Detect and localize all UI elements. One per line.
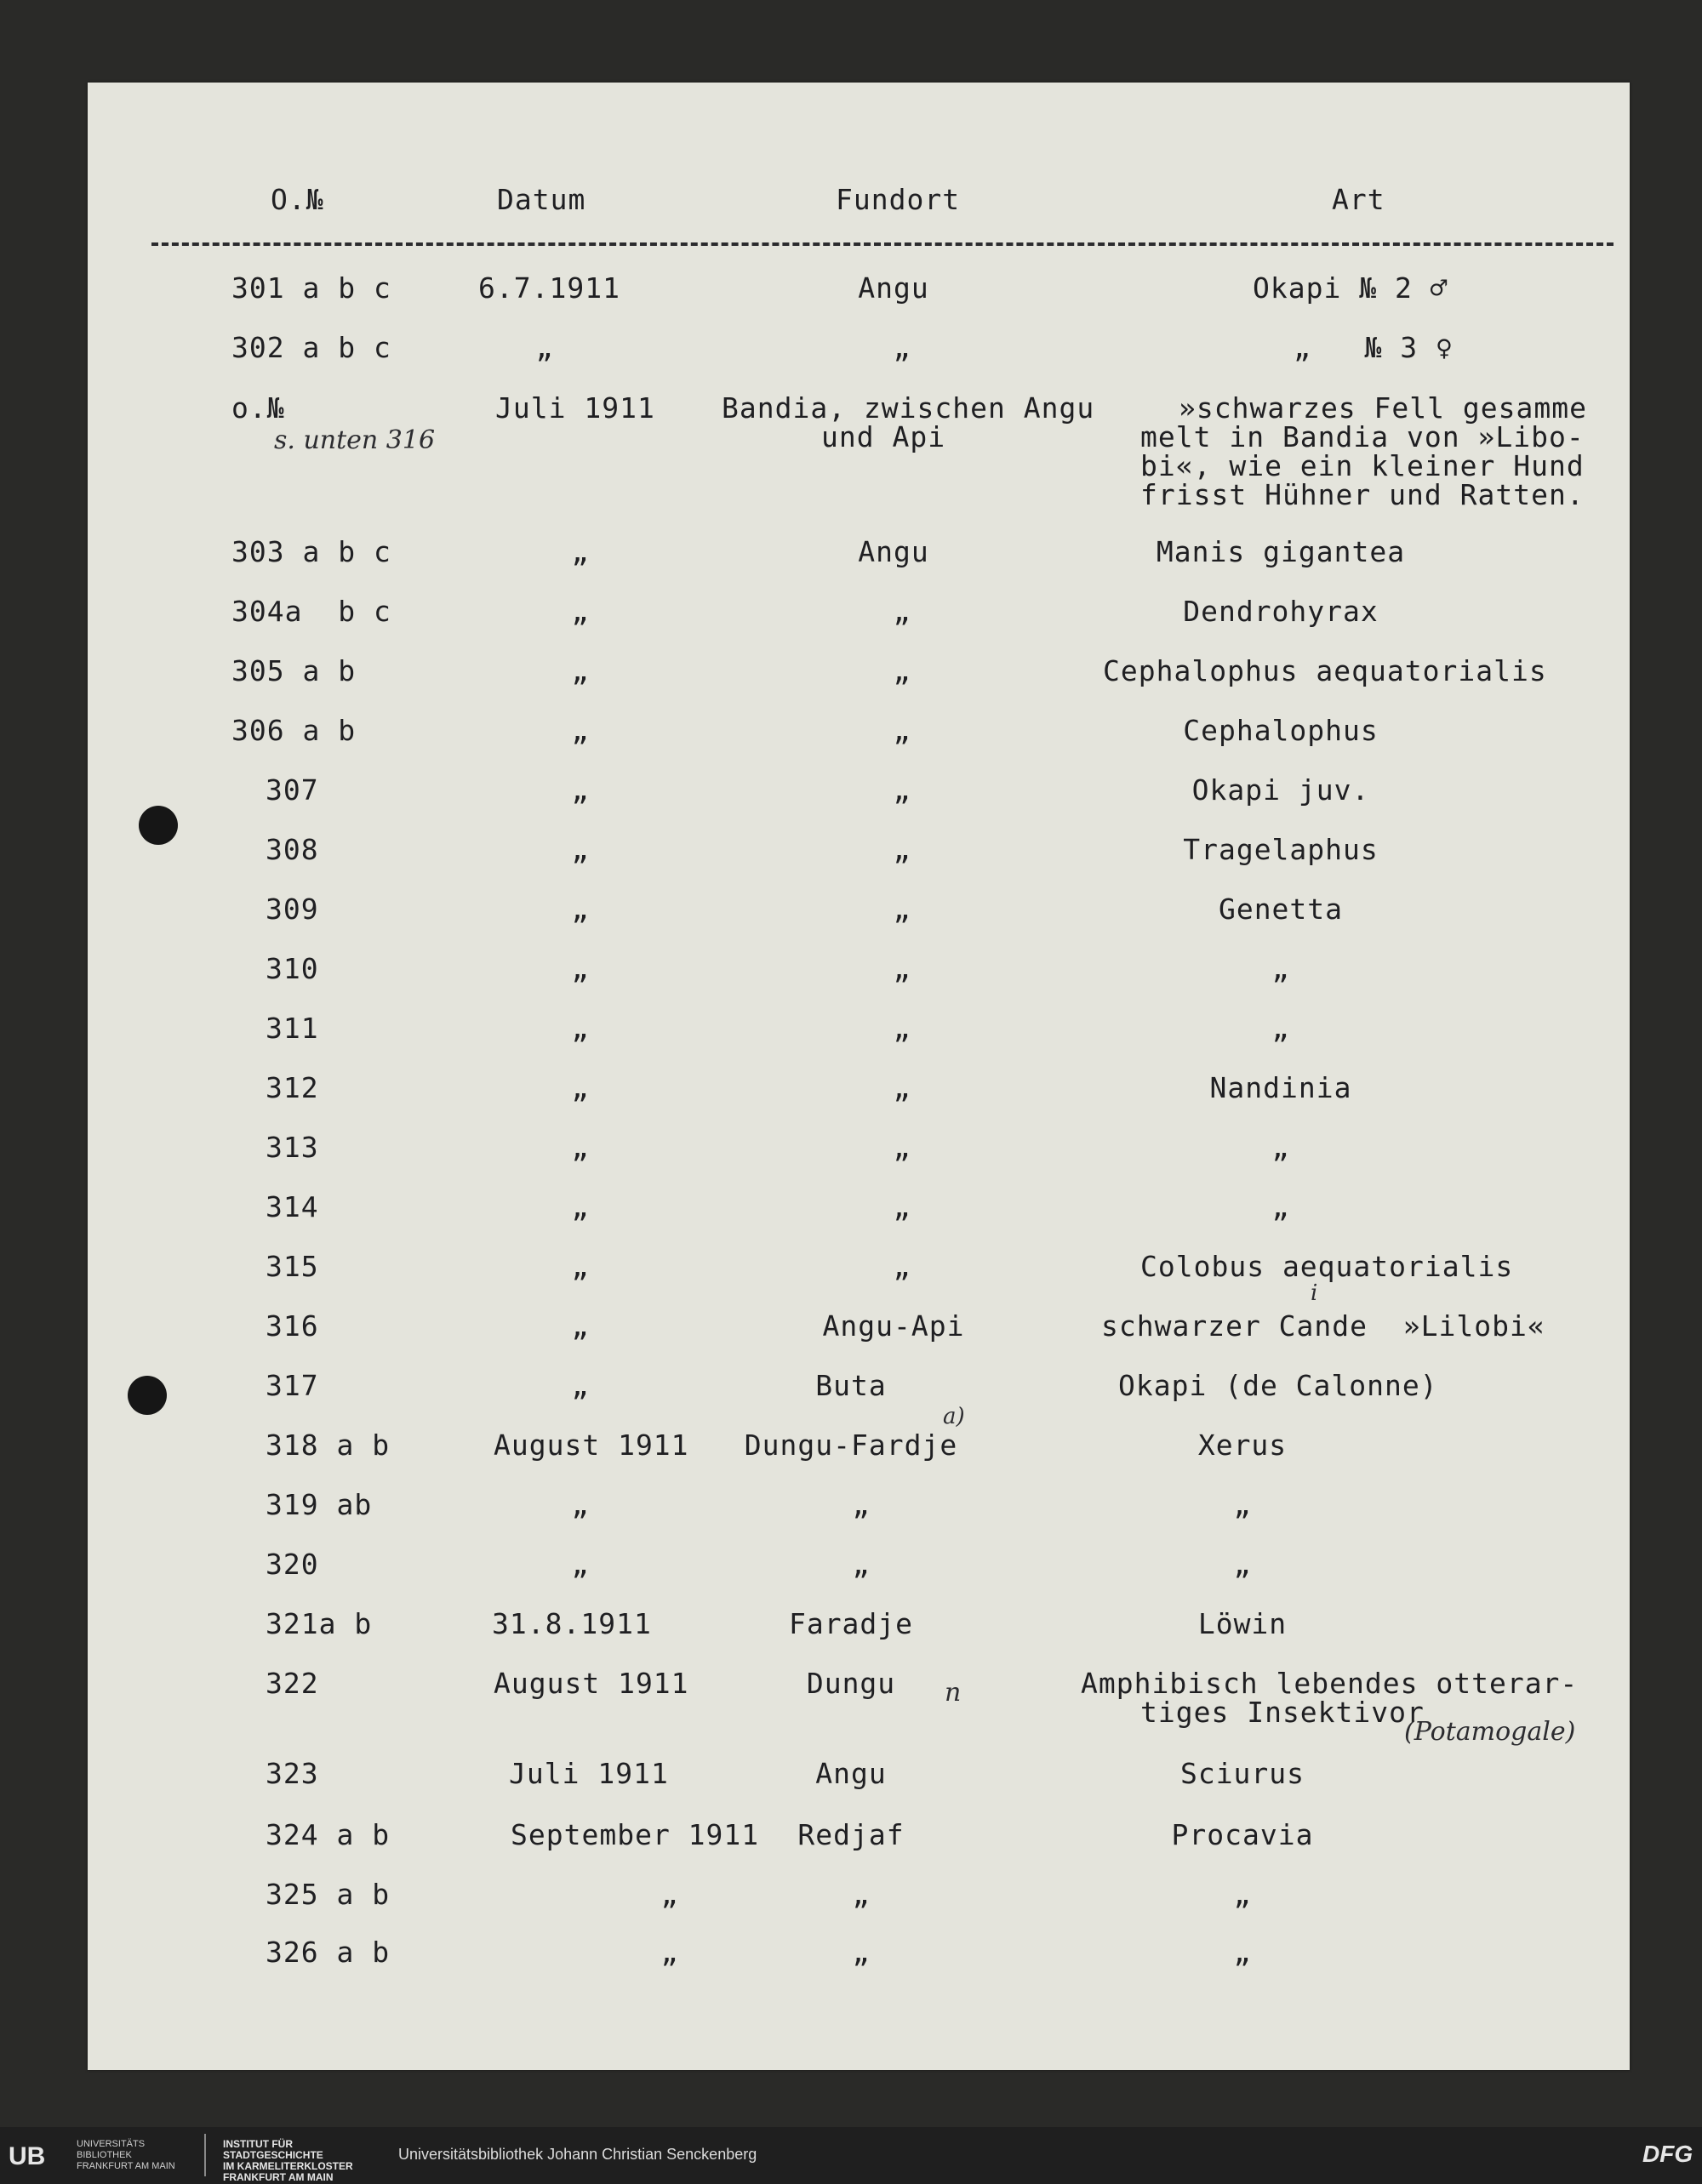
row-species: „ № 3 ♀ [1294, 331, 1454, 364]
row-location: Angu [858, 271, 929, 305]
row-number: 305 a b [231, 654, 357, 687]
row-location-ditto: „ [893, 654, 911, 687]
row-location: Angu [815, 1757, 887, 1790]
row-date-ditto: „ [571, 1250, 590, 1283]
row-location: und Api [821, 420, 946, 453]
footer-divider [204, 2134, 206, 2176]
row-date-ditto: „ [571, 773, 590, 807]
row-species: Amphibisch lebendes otterar- [1081, 1667, 1579, 1700]
row-location-ditto: „ [893, 833, 911, 866]
row-species: „ [1233, 1488, 1252, 1521]
row-location: Angu [858, 535, 929, 568]
row-species: Cephalophus [1183, 714, 1379, 747]
row-location-ditto: „ [893, 714, 911, 747]
row-date-ditto: „ [571, 833, 590, 866]
row-number: 309 [266, 892, 319, 926]
row-location-ditto: „ [852, 1936, 871, 1969]
row-number: 326 a b [266, 1936, 391, 1969]
row-number: 316 [266, 1309, 319, 1343]
row-date-ditto: „ [571, 1369, 590, 1402]
row-species: schwarzer Cande »Lilobi« [1101, 1309, 1545, 1343]
row-species: „ [1271, 1012, 1290, 1045]
row-number: 315 [266, 1250, 319, 1283]
row-date-ditto: „ [571, 1012, 590, 1045]
row-location: Angu-Api [822, 1309, 965, 1343]
punch-hole [128, 1376, 167, 1415]
row-species: frisst Hühner und Ratten. [1140, 478, 1585, 511]
punch-hole [139, 806, 178, 845]
row-species: Okapi № 2 ♂ [1253, 271, 1448, 305]
handwritten-insert: i [1311, 1280, 1318, 1306]
footer-bar [0, 2127, 1702, 2184]
row-date-ditto: „ [571, 1071, 590, 1104]
header-col-number: O.№ [271, 183, 324, 216]
row-date-ditto: „ [571, 1190, 590, 1223]
ub-logo: UB [9, 2142, 46, 2170]
row-number: 308 [266, 833, 319, 866]
row-species: Okapi juv. [1191, 773, 1370, 807]
row-species: Manis gigantea [1156, 535, 1406, 568]
row-date-ditto: „ [571, 952, 590, 985]
row-location-ditto: „ [893, 952, 911, 985]
row-date-ditto: „ [571, 535, 590, 568]
row-species: „ [1233, 1878, 1252, 1911]
header-col-species: Art [1332, 183, 1385, 216]
row-species: „ [1271, 1190, 1290, 1223]
row-number: 312 [266, 1071, 319, 1104]
row-species: tiges Insektivor [1140, 1696, 1425, 1729]
row-number: o.№ [231, 391, 285, 425]
row-location-ditto: „ [893, 595, 911, 628]
row-species: Procavia [1171, 1818, 1314, 1851]
row-location: Faradje [788, 1607, 914, 1640]
row-location: Bandia, zwischen Angu [722, 391, 1095, 425]
row-date: 31.8.1911 [492, 1607, 652, 1640]
row-date-ditto: „ [571, 1131, 590, 1164]
row-species: „ [1233, 1548, 1252, 1581]
handwritten-insert: a) [943, 1404, 965, 1429]
row-location-ditto: „ [852, 1488, 871, 1521]
row-location-ditto: „ [893, 331, 911, 364]
row-species: Colobus aequatorialis [1140, 1250, 1514, 1283]
ub-logo-text: UNIVERSITÄTS BIBLIOTHEK FRANKFURT AM MAIN [77, 2139, 175, 2171]
row-location-ditto: „ [852, 1548, 871, 1581]
row-number: 314 [266, 1190, 319, 1223]
row-date-ditto: „ [660, 1936, 679, 1969]
row-number: 317 [266, 1369, 319, 1402]
row-number: 306 a b [231, 714, 357, 747]
row-species: Genetta [1218, 892, 1344, 926]
row-number: 310 [266, 952, 319, 985]
row-date: August 1911 [494, 1428, 689, 1462]
row-species: Dendrohyrax [1183, 595, 1379, 628]
row-number: 319 ab [266, 1488, 373, 1521]
row-location-ditto: „ [893, 1071, 911, 1104]
row-species: Sciurus [1179, 1757, 1305, 1790]
row-location: Dungu-Fardje [744, 1428, 958, 1462]
row-date-ditto: „ [535, 331, 554, 364]
handwritten-correction: n [945, 1678, 962, 1708]
row-date: Juli 1911 [495, 391, 655, 425]
row-number: 304a b c [231, 595, 391, 628]
row-date-ditto: „ [571, 595, 590, 628]
row-location-ditto: „ [893, 773, 911, 807]
row-date: Juli 1911 [509, 1757, 669, 1790]
row-date: 6.7.1911 [478, 271, 620, 305]
library-name: Universitätsbibliothek Johann Christian Senckenberg [398, 2146, 757, 2163]
row-location: Redjaf [797, 1818, 905, 1851]
row-location: Buta [815, 1369, 887, 1402]
row-species: Löwin [1197, 1607, 1288, 1640]
row-number: 325 a b [266, 1878, 391, 1911]
row-number: 313 [266, 1131, 319, 1164]
row-date-ditto: „ [571, 714, 590, 747]
row-number: 318 a b [266, 1428, 391, 1462]
row-number: 301 a b c [231, 271, 391, 305]
header-divider [151, 242, 1613, 246]
row-number: 311 [266, 1012, 319, 1045]
row-species: bi«, wie ein kleiner Hund [1140, 449, 1585, 482]
row-location-ditto: „ [893, 1190, 911, 1223]
dfg-logo: DFG [1642, 2141, 1693, 2167]
row-location-ditto: „ [893, 1012, 911, 1045]
row-number: 323 [266, 1757, 319, 1790]
isg-logo-text: INSTITUT FÜR STADTGESCHICHTE IM KARMELITERKLOSTER FRANKFURT AM MAIN [223, 2138, 353, 2183]
row-date-ditto: „ [571, 654, 590, 687]
row-date-ditto: „ [571, 1309, 590, 1343]
row-date: August 1911 [494, 1667, 689, 1700]
row-number: 320 [266, 1548, 319, 1581]
header-col-date: Datum [497, 183, 586, 216]
row-species: „ [1271, 952, 1290, 985]
row-species: Nandinia [1209, 1071, 1352, 1104]
row-species: Xerus [1197, 1428, 1288, 1462]
row-species: Tragelaphus [1183, 833, 1379, 866]
row-number: 307 [266, 773, 319, 807]
header-col-location: Fundort [836, 183, 961, 216]
row-species: „ [1233, 1936, 1252, 1969]
row-species: „ [1271, 1131, 1290, 1164]
row-number: 303 a b c [231, 535, 391, 568]
row-date-ditto: „ [660, 1878, 679, 1911]
row-date: September 1911 [511, 1818, 760, 1851]
row-number: 321a b [266, 1607, 373, 1640]
row-location-ditto: „ [893, 1250, 911, 1283]
row-location-ditto: „ [893, 892, 911, 926]
row-number: 322 [266, 1667, 319, 1700]
row-number: 302 a b c [231, 331, 391, 364]
row-species: Cephalophus aequatorialis [1103, 654, 1547, 687]
row-species: »schwarzes Fell gesamme [1179, 391, 1587, 425]
row-location-ditto: „ [893, 1131, 911, 1164]
row-species: Okapi (de Calonne) [1118, 1369, 1438, 1402]
handwritten-note: s. unten 316 [274, 425, 436, 455]
row-species: melt in Bandia von »Libo- [1140, 420, 1585, 453]
row-location-ditto: „ [852, 1878, 871, 1911]
row-date-ditto: „ [571, 1488, 590, 1521]
handwritten-note: (Potamogale) [1404, 1717, 1576, 1747]
row-location: Dungu [806, 1667, 896, 1700]
row-date-ditto: „ [571, 1548, 590, 1581]
row-number: 324 a b [266, 1818, 391, 1851]
row-date-ditto: „ [571, 892, 590, 926]
